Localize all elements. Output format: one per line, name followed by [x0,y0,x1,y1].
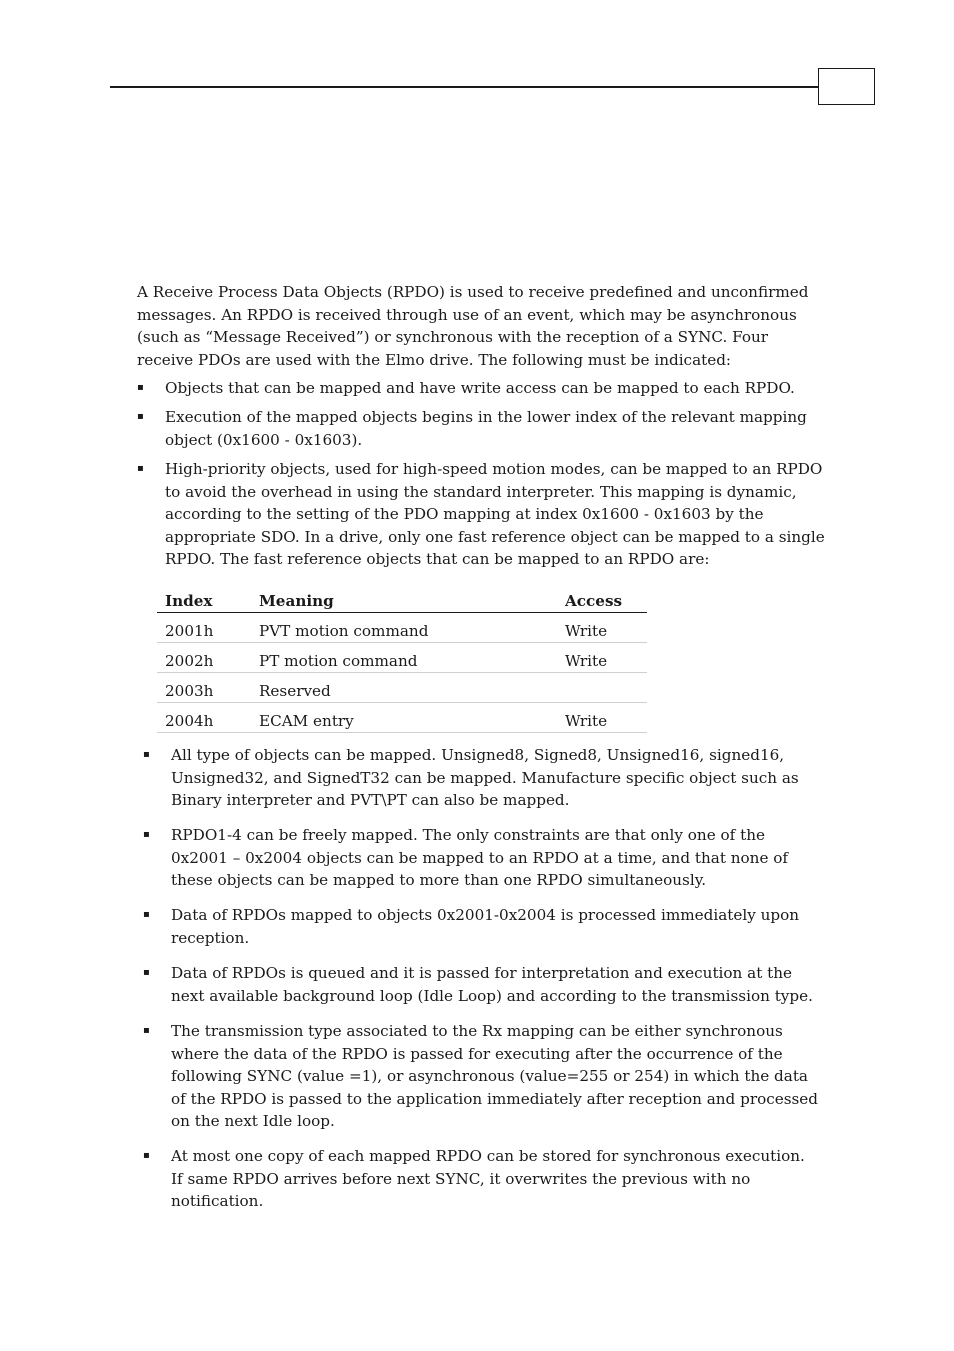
cell-meaning: Reserved [251,673,557,703]
page-number-box [818,68,875,105]
list-item-text: Data of RPDOs is queued and it is passed for interpretation and execution at the next available background loop (Idle Loop) and according to the transmission type. [171,964,813,1005]
list-item-text: All type of objects can be mapped. Unsigned8, Signed8, Unsigned16, signed16, Unsigned32, and SignedT32 can be mapped. Manufacture specific object such as Binary interpreter and PVT\PT can also be mapped. [171,746,799,809]
fast-reference-table [157,588,647,733]
list-item [143,1145,833,1213]
cell-index: 2002h [157,643,251,673]
cell-meaning: ECAM entry [251,703,557,733]
header-rule [110,86,818,88]
cell-index: 2001h [157,613,251,643]
list-item [137,377,827,400]
table-row [157,703,647,733]
list-item [143,962,833,1007]
cell-access [557,673,647,703]
cell-access: Write [557,613,647,643]
bullet-icon: ▪ [143,749,150,760]
list-item [137,458,827,571]
column-header-meaning: Meaning [251,588,557,613]
intro-paragraph: A Receive Process Data Objects (RPDO) is used to receive predefined and unconfirmed messages. An RPDO is received through use of an event, which may be asynchronous (such as “Message Received”) or synchronous with the reception of a SYNC. Four receive PDOs are used with the Elmo drive. The following must be indicated: [137,283,809,369]
list-item [143,824,833,892]
list-item-text: RPDO1-4 can be freely mapped. The only constraints are that only one of the 0x2001 – 0x2004 objects can be mapped to an RPDO at a time, and that none of these objects can be mapped to more than one RPDO simultaneously. [171,826,789,889]
bullet-icon: ▪ [143,909,150,920]
list-item [143,1020,833,1133]
table-row [157,643,647,673]
table-row [157,673,647,703]
bullet-icon: ▪ [143,967,150,978]
list-item-text: At most one copy of each mapped RPDO can be stored for synchronous execution. If same RPDO arrives before next SYNC, it overwrites the previous with no notification. [171,1147,805,1210]
bullet-icon: ▪ [143,1150,150,1161]
table-header-row [157,588,647,613]
list-item-text: High-priority objects, used for high-speed motion modes, can be mapped to an RPDO to avoid the overhead in using the standard interpreter. This mapping is dynamic, according to the setting of the PDO mapping at index 0x1600 - 0x1603 by the appropriate SDO. In a drive, only one fast reference object can be mapped to a single RPDO. The fast reference objects that can be mapped to an RPDO are: [165,460,825,568]
cell-index: 2003h [157,673,251,703]
bullet-icon: ▪ [143,829,150,840]
column-header-index: Index [157,588,251,613]
cell-meaning: PVT motion command [251,613,557,643]
cell-access: Write [557,703,647,733]
cell-meaning: PT motion command [251,643,557,673]
list-item-text: Objects that can be mapped and have write access can be mapped to each RPDO. [165,379,795,397]
list-item [137,406,827,451]
bullet-icon: ▪ [137,411,144,422]
bullet-icon: ▪ [143,1025,150,1036]
list-item-text: Data of RPDOs mapped to objects 0x2001-0x2004 is processed immediately upon reception. [171,906,800,947]
table-row [157,613,647,643]
list-item-text: The transmission type associated to the Rx mapping can be either synchronous where the data of the RPDO is passed for executing after the occurrence of the following SYNC (value =1), or asynchronous (value=255 or 254) in which the data of the RPDO is passed to the application immediately after reception and processed on the next Idle loop. [171,1022,819,1130]
column-header-access: Access [557,588,647,613]
bullet-icon: ▪ [137,463,144,474]
bullet-icon: ▪ [137,382,144,393]
cell-index: 2004h [157,703,251,733]
list-item [143,744,833,812]
list-item-text: Execution of the mapped objects begins in the lower index of the relevant mapping object (0x1600 - 0x1603). [165,408,807,449]
cell-access: Write [557,643,647,673]
list-item [143,904,833,949]
